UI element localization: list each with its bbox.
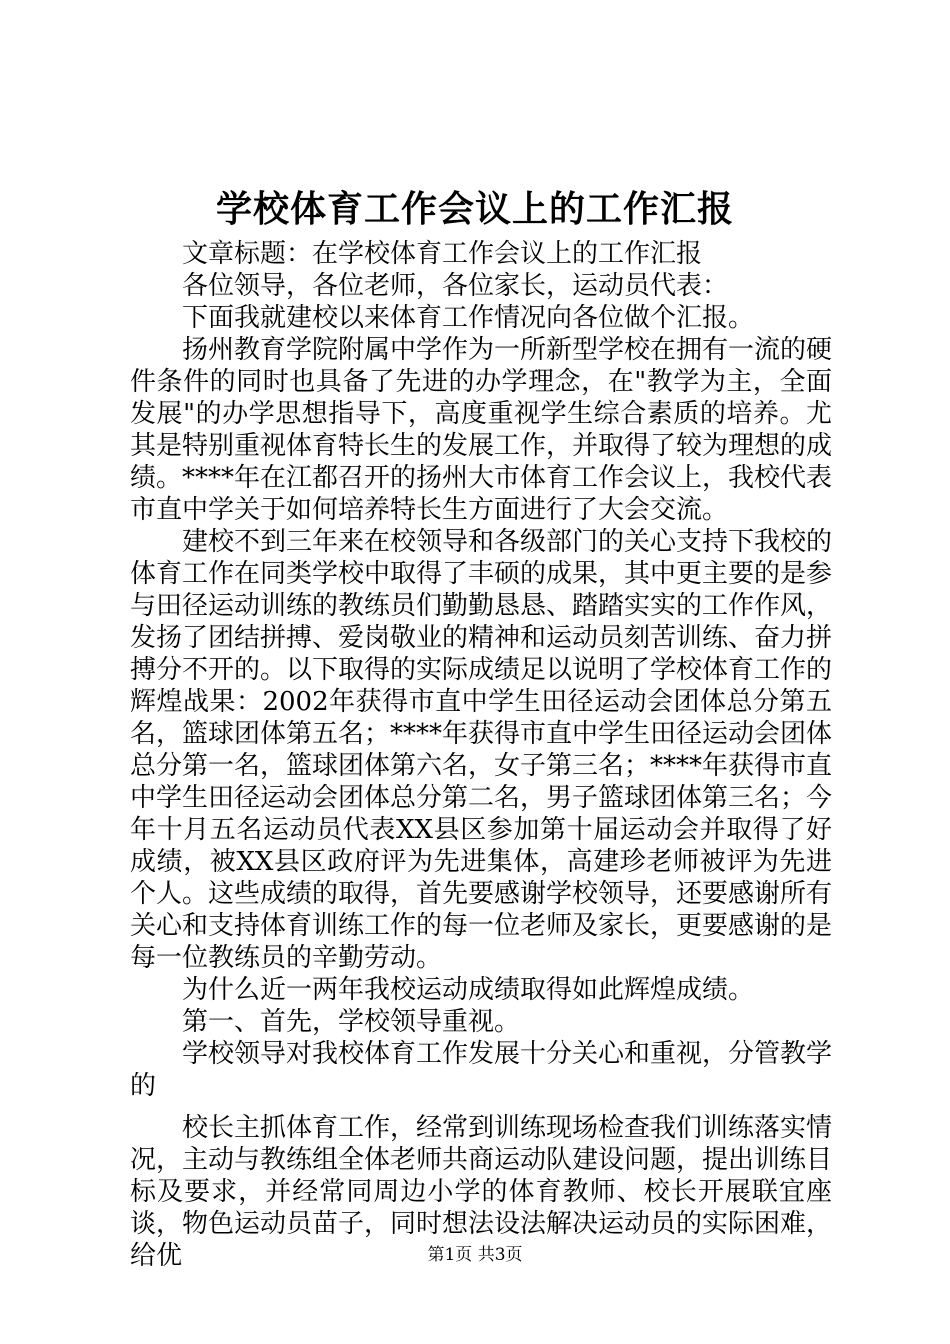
first-point-heading: 第一、首先，学校领导重视。 <box>182 1007 521 1037</box>
page-footer: 第1页 共3页 <box>427 1245 523 1265</box>
leadership-paragraph: 学校领导对我校体育工作发展十分关心和重视，分管教学的 <box>130 1039 833 1101</box>
intro-paragraph: 下面我就建校以来体育工作情况向各位做个汇报。 <box>182 303 755 333</box>
principal-paragraph: 校长主抓体育工作，经常到训练现场检查我们训练落实情况，主动与教练组全体老师共商运动队建设问题，提出训练目标及要求，并经常同周边小学的体育教师、校长开展联宜座谈，物色运动员苗子，同时想法设法解决运动员的实际困难，给优 <box>130 1113 833 1271</box>
document-title: 学校体育工作会议上的工作汇报 <box>215 188 734 230</box>
question-paragraph: 为什么近一两年我校运动成绩取得如此辉煌成绩。 <box>182 975 755 1005</box>
document-body <box>130 238 832 1272</box>
achievements-paragraph: 建校不到三年来在校领导和各级部门的关心支持下我校的体育工作在同类学校中取得了丰硕的成果，其中更主要的是参与田径运动训练的教练员们勤勤恳恳、踏踏实实的工作作风，发扬了团结拼搏、爱岗敬业的精神和运动员刻苦训练、奋力拼搏分不开的。以下取得的实际成绩足以说明了学校体育工作的辉煌战果：2002年获得市直中学生田径运动会团体总分第五名，篮球团体第五名；****年获得市直中学生田径运动会团体总分第一名，篮球团体第六名，女子第三名；****年获得市直中学生田径运动会团体总分第二名，男子篮球团体第三名；今年十月五名运动员代表XX县区参加第十届运动会并取得了好成绩，被XX县区政府评为先进集体，高建珍老师被评为先进个人。这些成绩的取得，首先要感谢学校领导，还要感谢所有关心和支持体育训练工作的每一位老师及家长，更要感谢的是每一位教练员的辛勤劳动。 <box>130 527 833 973</box>
article-title-line: 文章标题：在学校体育工作会议上的工作汇报 <box>182 239 703 269</box>
school-overview-paragraph: 扬州教育学院附属中学作为一所新型学校在拥有一流的硬件条件的同时也具备了先进的办学理念，在"教学为主，全面发展"的办学思想指导下，高度重视学生综合素质的培养。尤其是特别重视体育特长生的发展工作，并取得了较为理想的成绩。****年在江都召开的扬州大市体育工作会议上，我校代表市直中学关于如何培养特长生方面进行了大会交流。 <box>130 335 833 525</box>
salutation-paragraph: 各位领导，各位老师，各位家长，运动员代表： <box>182 271 729 301</box>
